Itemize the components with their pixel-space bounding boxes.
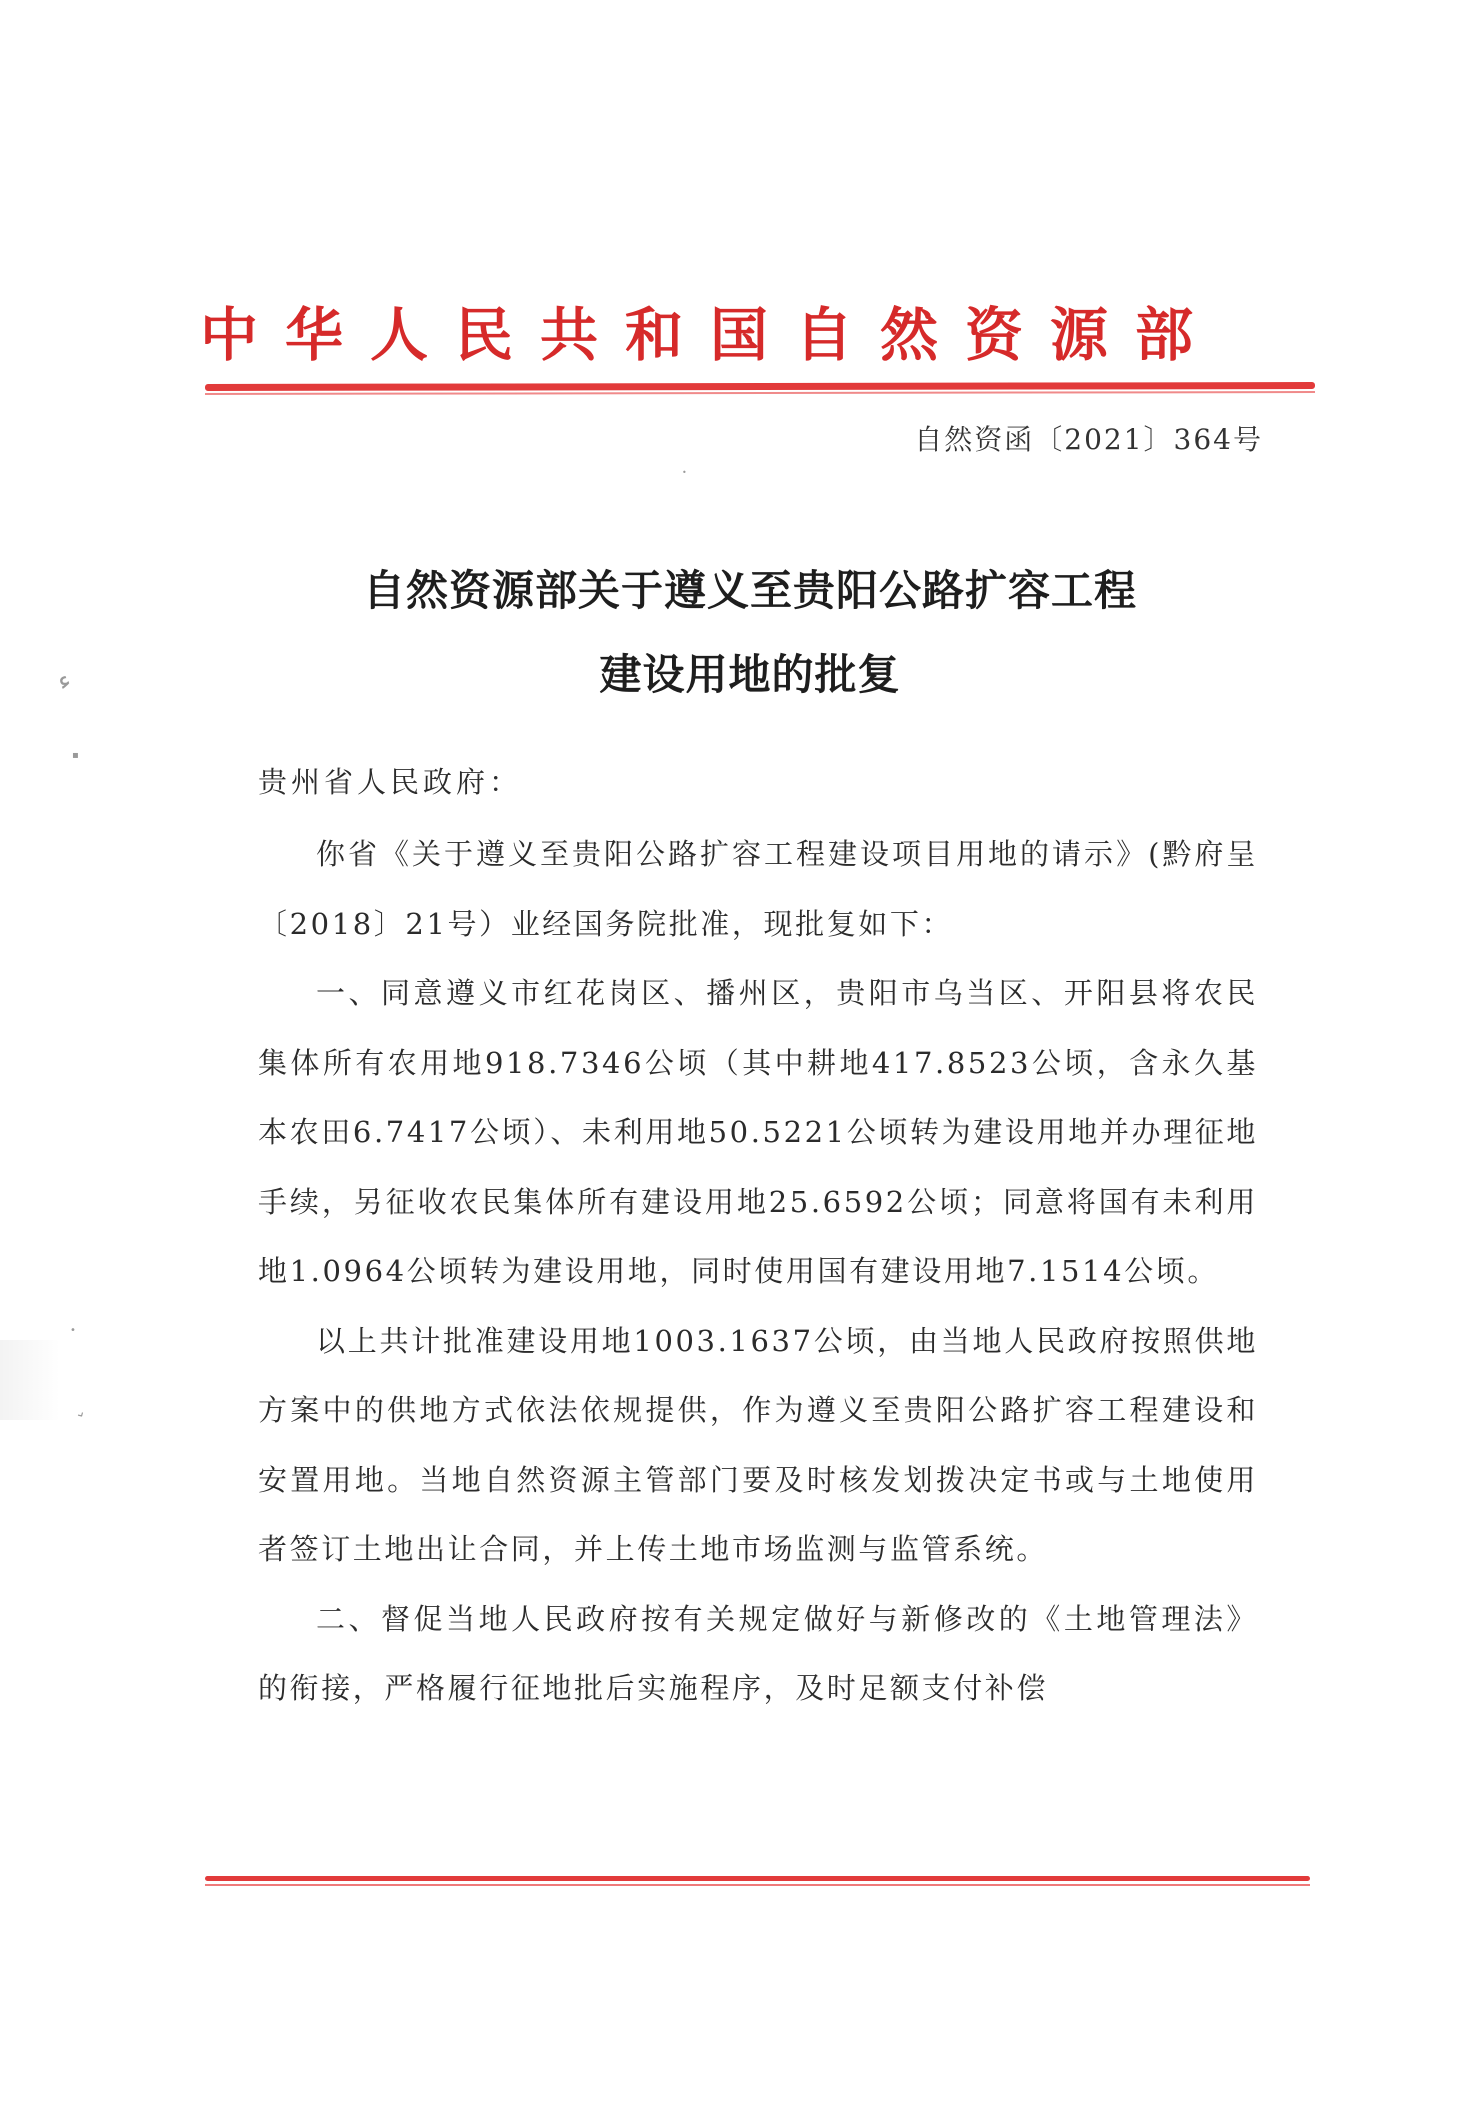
footer-red-rule (205, 1876, 1310, 1881)
scan-artifact-shade (0, 1340, 60, 1420)
scan-artifact-dot: • (682, 468, 687, 477)
body-text (258, 820, 1258, 1724)
scan-artifact-dot: ▪ (72, 750, 79, 761)
scan-artifact-mark: ء (53, 664, 75, 698)
scan-artifact-mark: ⌄ (70, 1403, 89, 1423)
scan-artifact-dot: • (70, 1325, 76, 1336)
document-number: 自然资函〔2021〕364号 (914, 423, 1263, 456)
paragraph-intro: 你省《关于遵义至贵阳公路扩容工程建设项目用地的请示》(黔府呈〔2018〕21号）业经国务院批准，现批复如下： (258, 837, 1258, 941)
letterhead-title: 中华人民共和国自然资源部 (200, 301, 1221, 369)
paragraph-item-one: 一、同意遵义市红花岗区、播州区，贵阳市乌当区、开阳县将农民集体所有农用地918.7346公顷（其中耕地417.8523公顷，含永久基本农田6.7417公顷）、未利用地50.5221公顷转为建设用地并办理征地手续，另征收农民集体所有建设用地25.6592公顷；同意将国有未利用地1.0964公顷转为建设用地，同时使用国有建设用地7.1514公顷。 (258, 976, 1258, 1288)
document-title-line1: 自然资源部关于遵义至贵阳公路扩容工程 (362, 566, 1137, 615)
document-title-line2: 建设用地的批复 (599, 650, 901, 699)
paragraph-total-land: 以上共计批准建设用地1003.1637公顷，由当地人民政府按照供地方案中的供地方式依法依规提供，作为遵义至贵阳公路扩容工程建设和安置用地。当地自然资源主管部门要及时核发划拨决定书或与土地使用者签订土地出让合同，并上传土地市场监测与监管系统。 (258, 1323, 1258, 1566)
addressee: 贵州省人民政府： (258, 765, 523, 799)
paragraph-item-two: 二、督促当地人民政府按有关规定做好与新修改的《土地管理法》的衔接，严格履行征地批后实施程序，及时足额支付补偿 (258, 1601, 1258, 1705)
letterhead-red-rule (205, 382, 1315, 391)
